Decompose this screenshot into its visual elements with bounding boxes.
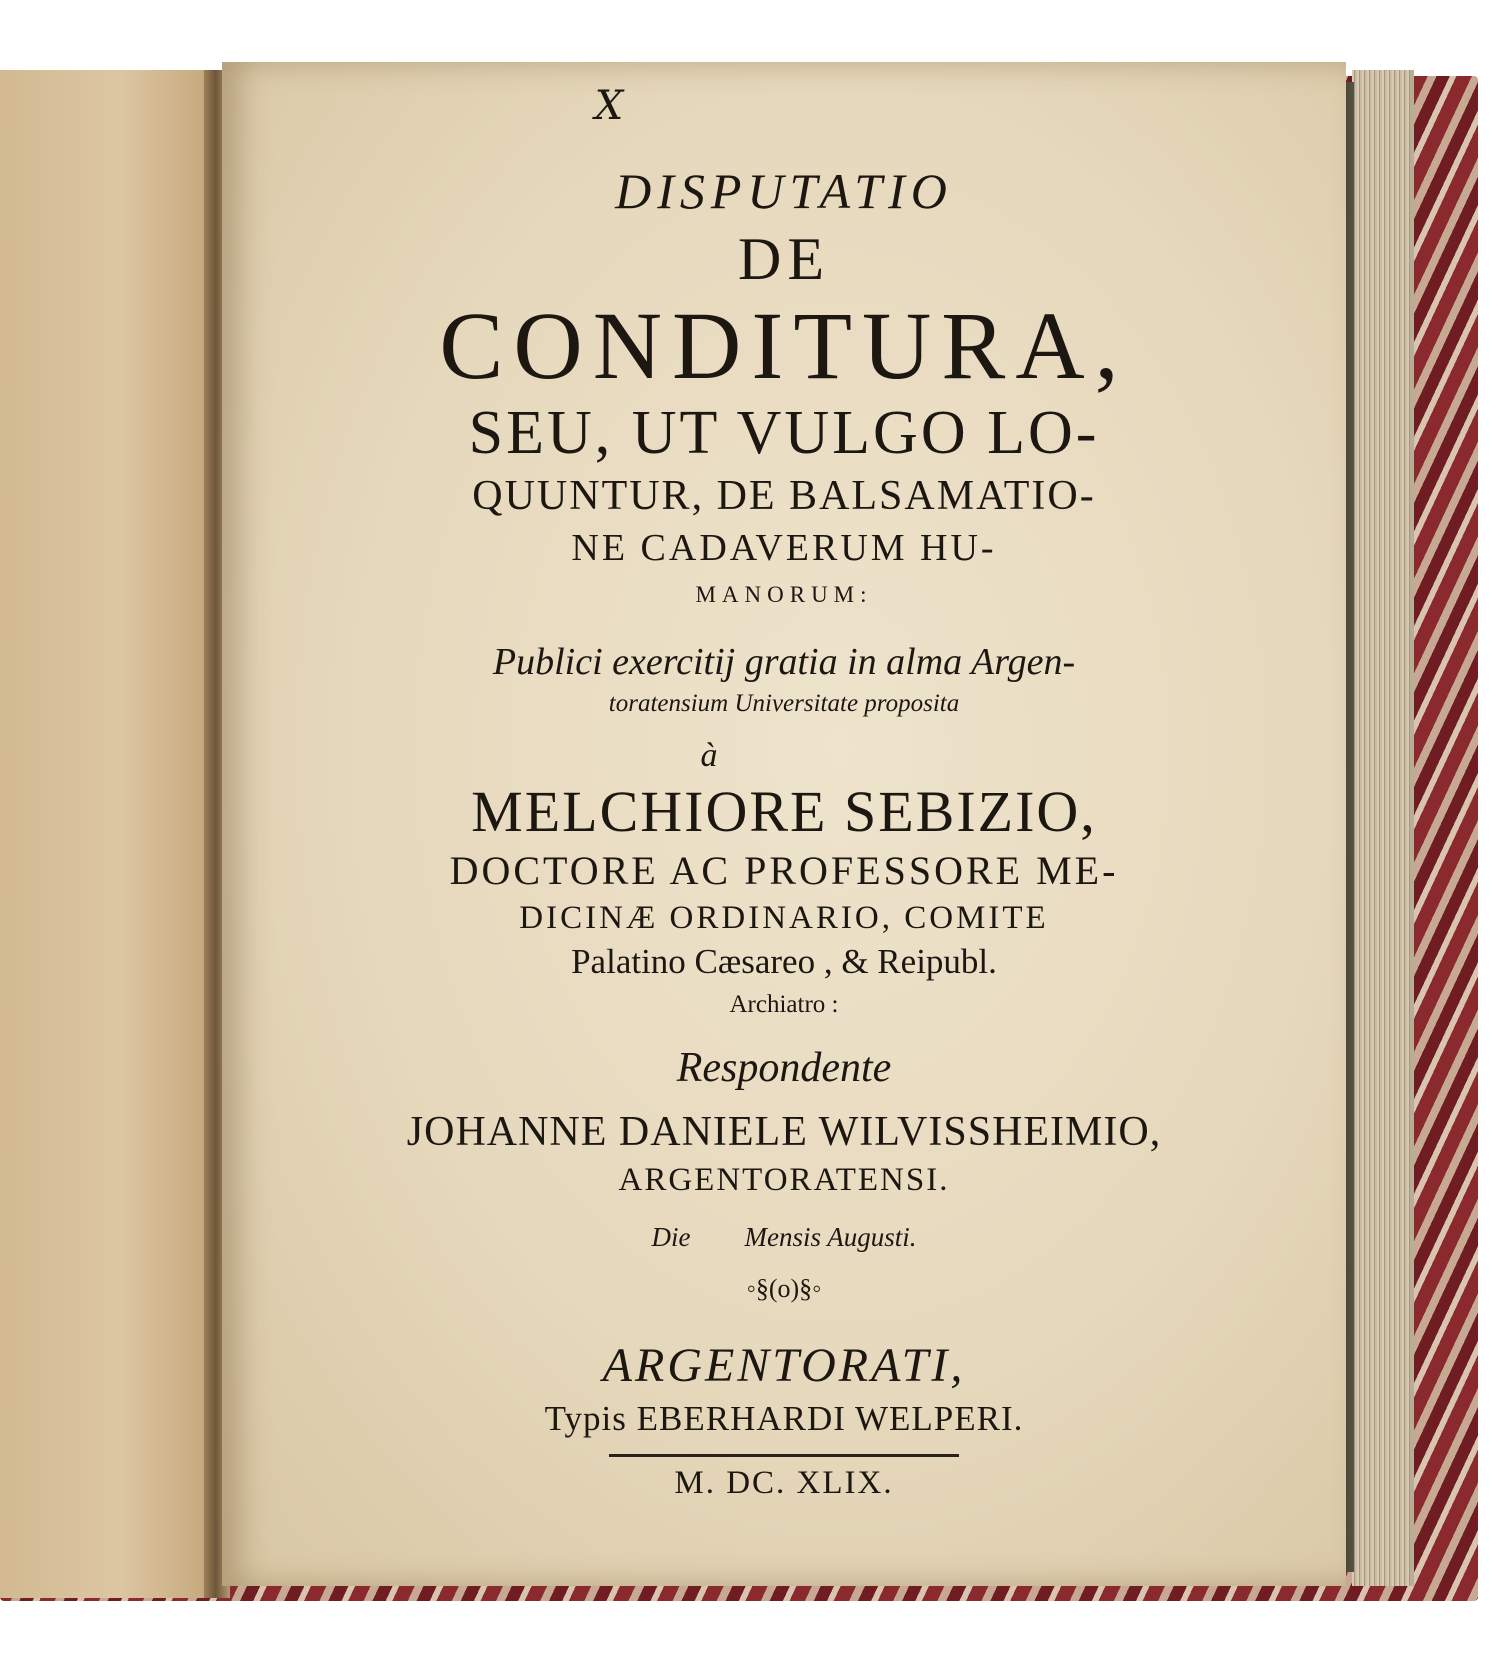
author-title-3: Palatino Cæsareo , & Reipubl.	[571, 942, 997, 981]
purpose-line-1: Publici exercitij gratia in alma Argen-	[492, 641, 1076, 683]
author-name: MELCHIORE SEBIZIO,	[471, 779, 1097, 844]
shelfmark: X	[594, 83, 624, 129]
title-line-2: DE	[738, 226, 830, 292]
author-title-4: Archiatro :	[729, 991, 839, 1018]
disputation-date: Die Mensis Augusti.	[651, 1222, 917, 1252]
author-title-1: DOCTORE AC PROFESSORE ME-	[449, 848, 1119, 893]
title-line-5: QUUNTUR, DE BALSAMATIO-	[472, 473, 1096, 519]
printers-ornament: ◦§(o)§◦	[746, 1274, 822, 1303]
respondent-label: Respondente	[676, 1045, 892, 1091]
respondent-name: JOHANNE DANIELE WILVISSHEIMIO,	[406, 1109, 1162, 1155]
left-page	[0, 70, 218, 1598]
purpose-line-2: toratensium Universitate proposita	[608, 690, 960, 717]
imprint-year: M. DC. XLIX.	[674, 1465, 894, 1501]
title-page	[222, 62, 1346, 1586]
open-book	[0, 62, 1478, 1618]
author-title-2: DICINÆ ORDINARIO, COMITE	[519, 900, 1049, 936]
respondent-origin: ARGENTORATENSI.	[618, 1162, 950, 1198]
page-block-edge	[1352, 70, 1414, 1586]
title-line-4: SEU, UT VULGO LO-	[468, 399, 1100, 467]
imprint-printer: Typis EBERHARDI WELPERI.	[544, 1399, 1024, 1438]
author-preposition: à	[700, 737, 718, 774]
title-line-3: CONDITURA,	[439, 292, 1129, 399]
title-page-text	[222, 83, 1346, 1503]
title-line-7: MANORUM:	[695, 582, 873, 607]
title-line-6: NE CADAVERUM HU-	[571, 527, 997, 569]
imprint-place: ARGENTORATI,	[602, 1339, 966, 1392]
imprint-rule	[609, 1454, 959, 1457]
title-line-1: DISPUTATIO	[615, 163, 953, 219]
